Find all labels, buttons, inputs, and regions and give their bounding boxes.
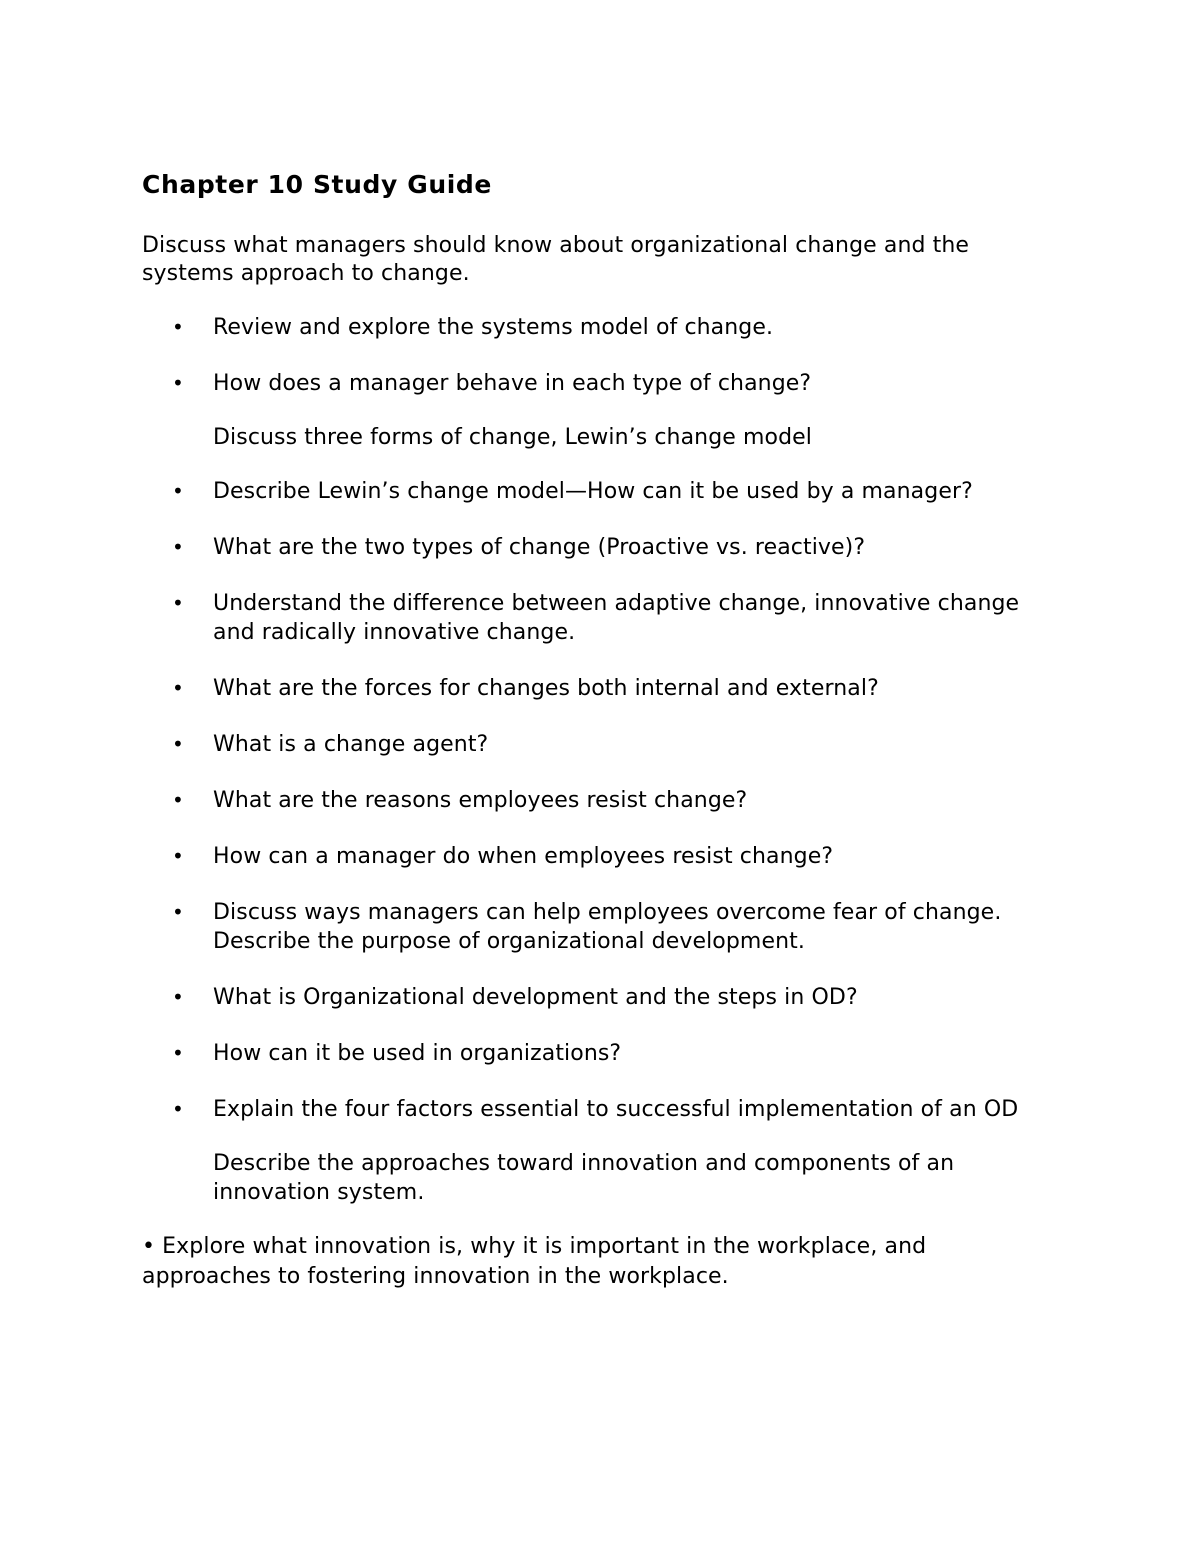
list-item [142,1039,1062,1068]
list-item-text: What is Organizational development and the steps in OD? [213,985,858,1010]
section-note-innovation: Describe the approaches toward innovation and components of an innovation system. [213,1151,955,1205]
list-item-text: Describe Lewin’s change model—How can it be used by a manager? [213,479,973,504]
bullet-icon: • [172,900,184,924]
list-item [142,786,1062,815]
list-item [142,477,1062,506]
closing-paragraph: • Explore what innovation is, why it is important in the workplace, and approaches to fostering innovation in the workplace. [142,1234,927,1289]
bullet-icon: • [172,1097,184,1121]
list-item [142,589,1062,647]
list-item-text: What is a change agent? [213,732,489,757]
bullet-icon: • [172,732,184,756]
list-item [142,313,1062,342]
list-item-text: Review and explore the systems model of change. [213,315,774,340]
list-item-text: What are the forces for changes both internal and external? [213,676,879,701]
bullet-icon: • [172,591,184,615]
list-item [142,1095,1062,1124]
intro-paragraph: Discuss what managers should know about organizational change and the systems approach to change. [142,233,970,286]
list-item-text: What are the reasons employees resist change? [213,788,748,813]
list-item-text: How can a manager do when employees resist change? [213,844,834,869]
list-item-text: What are the two types of change (Proactive vs. reactive)? [213,535,866,560]
list-item-text: Discuss ways managers can help employees overcome fear of change. Describe the purpose of organizational development. [213,900,1002,954]
list-item-text: Understand the difference between adaptive change, innovative change and radically innovative change. [213,591,1020,645]
list-item [142,674,1062,703]
document-page [142,166,1062,1292]
list-item-text: How can it be used in organizations? [213,1041,622,1066]
list-item [142,730,1062,759]
bullet-icon: • [172,315,184,339]
list-item [142,369,1062,398]
bullet-icon: • [172,788,184,812]
list-item [142,842,1062,871]
bullet-icon: • [172,985,184,1009]
bullet-icon: • [172,844,184,868]
bullet-list-2 [142,477,1062,1124]
list-item [142,983,1062,1012]
bullet-icon: • [172,535,184,559]
list-item [142,533,1062,562]
list-item [142,898,1062,956]
bullet-icon: • [172,1041,184,1065]
list-item-text: Explain the four factors essential to successful implementation of an OD [213,1097,1019,1122]
bullet-icon: • [172,371,184,395]
bullet-icon: • [172,676,184,700]
section-note-forms-of-change: Discuss three forms of change, Lewin’s change model [213,425,813,450]
bullet-list-1 [142,313,1062,398]
document-title: Chapter 10 Study Guide [142,170,492,199]
bullet-icon: • [172,479,184,503]
list-item-text: How does a manager behave in each type of change? [213,371,812,396]
